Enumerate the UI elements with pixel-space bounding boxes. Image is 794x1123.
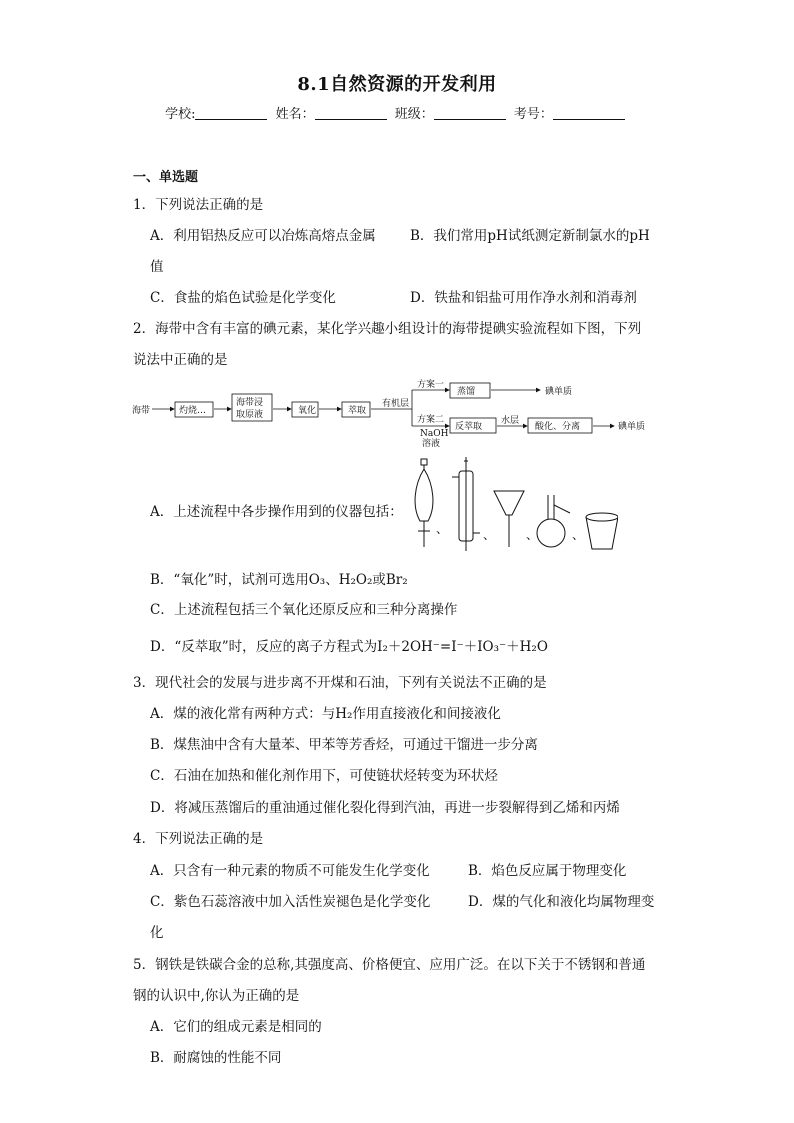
apparatus-images (408, 455, 618, 555)
q1-option-a: A．利用铝热反应可以冶炼高熔点金属 (150, 228, 376, 244)
q1-option-c: C．食盐的焰色试验是化学变化 (150, 290, 336, 306)
q5-stem-cont: 钢的认识中,你认为正确的是 (133, 988, 300, 1004)
q2-stem-cont: 说法中正确的是 (133, 352, 228, 368)
q3-option-b: B．煤焦油中含有大量苯、甲苯等芳香烃，可通过干馏进一步分离 (150, 737, 538, 753)
flow-oxidize: 氧化 (298, 406, 317, 416)
name-label: 姓名： (275, 107, 315, 122)
q1-option-b-cont: 值 (150, 259, 164, 275)
flow-leach-2: 取原液 (236, 410, 264, 420)
flow-burn: 灼烧… (179, 406, 207, 416)
q5-stem: 5．钢铁是铁碳合金的总称,其强度高、价格便宜、应用广泛。在以下关于不锈钢和普通 (133, 957, 646, 973)
q3-option-c: C．石油在加热和催化剂作用下，可使链状烃转变为环状烃 (150, 768, 498, 784)
flow-plan-1: 方案一 (417, 380, 445, 390)
flow-iodine-2: 碘单质 (618, 422, 646, 432)
section-heading: 一、单选题 (133, 170, 199, 185)
student-info-line (0, 103, 794, 122)
q3-option-d: D．将减压蒸馏后的重油通过催化裂化得到汽油，再进一步裂解得到乙烯和丙烯 (150, 800, 620, 816)
q4-option-c: C．紫色石蕊溶液中加入活性炭褪色是化学变化 (150, 894, 431, 910)
crucible-icon (586, 513, 618, 549)
page-title: 8.1自然资源的开发利用 (297, 74, 497, 95)
q5-option-b: B．耐腐蚀的性能不同 (150, 1050, 282, 1066)
number-label: 考号： (513, 107, 553, 122)
flow-naoh-2: 溶液 (422, 439, 441, 449)
flow-plan-2: 方案二 (417, 415, 445, 425)
extraction-flowchart (130, 372, 660, 452)
q1-stem: 1．下列说法正确的是 (133, 197, 264, 213)
q3-option-a: A．煤的液化常有两种方式：与H₂作用直接液化和间接液化 (150, 706, 501, 722)
q4-option-d-cont: 化 (150, 925, 164, 941)
flow-naoh-1: NaOH (420, 429, 449, 439)
q4-option-a: A．只含有一种元素的物质不可能发生化学变化 (150, 863, 430, 879)
svg-text:、: 、 (526, 528, 539, 542)
q1-option-b: B．我们常用pH试纸测定新制氯水的pH (410, 228, 650, 244)
condenser-icon (452, 457, 480, 551)
flow-start: 海带 (132, 406, 151, 416)
q4-option-b: B．焰色反应属于物理变化 (468, 863, 627, 879)
svg-text:、: 、 (572, 528, 585, 542)
school-label: 学校: (165, 107, 196, 122)
class-label: 班级： (394, 107, 434, 122)
flow-distill: 蒸馏 (457, 387, 476, 397)
distillation-flask-icon (537, 495, 570, 547)
flow-acidify: 酸化、分离 (535, 422, 581, 432)
funnel-icon (494, 491, 524, 547)
q4-option-d: D．煤的气化和液化均属物理变 (468, 894, 655, 910)
q2-option-d: D．“反萃取”时，反应的离子方程式为I₂＋2OH⁻=I⁻＋IO₃⁻＋H₂O (150, 639, 548, 655)
class-blank[interactable] (434, 105, 506, 120)
flow-leach-1: 海带浸 (236, 398, 264, 408)
q2-option-b: B．“氧化”时，试剂可选用O₃、H₂O₂或Br₂ (150, 572, 408, 588)
q4-stem: 4．下列说法正确的是 (133, 831, 264, 847)
q1-option-d: D．铁盐和铝盐可用作净水剂和消毒剂 (410, 290, 637, 306)
svg-text:、: 、 (436, 522, 449, 536)
q5-option-a: A．它们的组成元素是相同的 (150, 1019, 322, 1035)
flow-water-layer: 水层 (501, 416, 520, 426)
separatory-funnel-icon (415, 459, 433, 547)
name-blank[interactable] (315, 105, 387, 120)
q2-stem: 2．海带中含有丰富的碘元素，某化学兴趣小组设计的海带提碘实验流程如下图，下列 (133, 321, 642, 337)
flow-extract: 萃取 (348, 406, 367, 416)
number-blank[interactable] (553, 105, 625, 120)
flow-iodine-1: 碘单质 (545, 387, 573, 397)
q2-option-a: A．上述流程中各步操作用到的仪器包括： (150, 504, 403, 520)
flow-back-extract: 反萃取 (455, 422, 483, 432)
school-blank[interactable] (195, 105, 267, 120)
q3-stem: 3．现代社会的发展与进步离不开煤和石油，下列有关说法不正确的是 (133, 675, 547, 691)
svg-text:、: 、 (483, 528, 496, 542)
q2-option-c: C．上述流程包括三个氧化还原反应和三种分离操作 (150, 602, 458, 618)
flow-organic: 有机层 (382, 399, 410, 409)
